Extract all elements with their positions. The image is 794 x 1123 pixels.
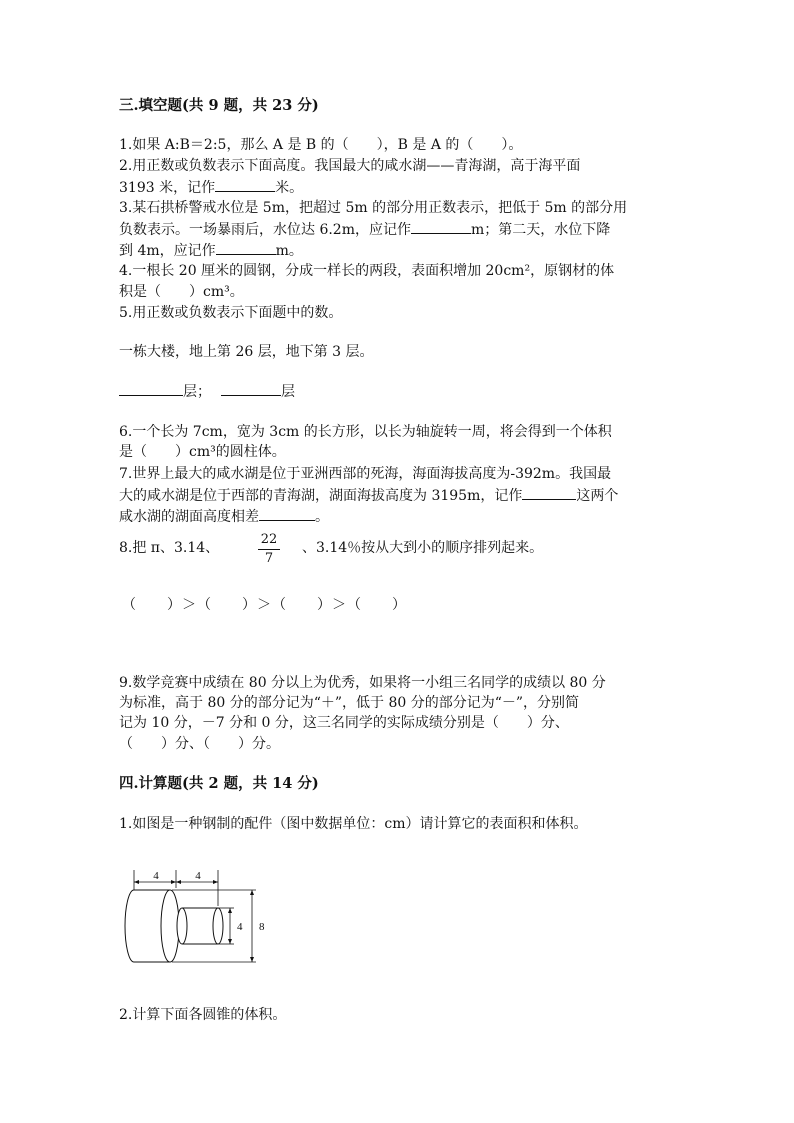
question-8-answer: （ ）＞（ ）＞（ ）＞（ ） bbox=[122, 597, 407, 613]
fraction-denominator: 7 bbox=[264, 551, 274, 566]
question-6-line1: 6.一个长为 7cm，宽为 3cm 的长方形，以长为轴旋转一周，将会得到一个体积 bbox=[119, 424, 612, 440]
question-7-text-d: 。 bbox=[315, 509, 329, 525]
question-9-line4: （ ）分、（ ）分。 bbox=[119, 736, 280, 752]
question-2-line2 bbox=[119, 177, 303, 198]
question-3-line2 bbox=[119, 219, 610, 240]
question-3-text-a: 负数表示。一场暴雨后，水位达 6.2m，应记作 bbox=[119, 222, 411, 238]
fraction-22-over-7 bbox=[258, 532, 280, 567]
question-5-answers bbox=[119, 381, 295, 402]
answer-blank[interactable] bbox=[221, 381, 281, 396]
question-3-line3 bbox=[119, 240, 303, 261]
question-5-line2: 一栋大楼，地上第 26 层，地下第 3 层。 bbox=[119, 344, 374, 360]
section3-heading: 三.填空题(共 9 题，共 23 分) bbox=[119, 97, 319, 114]
answer-blank[interactable] bbox=[411, 219, 471, 234]
question-9-line2: 为标准，高于 80 分的部分记为“＋”，低于 80 分的部分记为“－”，分别简 bbox=[119, 695, 580, 711]
steel-part-figure bbox=[118, 862, 278, 972]
answer-blank[interactable] bbox=[215, 177, 275, 192]
question-2-text-b: 米。 bbox=[275, 180, 304, 196]
question-2-line1: 2.用正数或负数表示下面高度。我国最大的咸水湖——青海湖，高于海平面 bbox=[119, 158, 581, 174]
calc-question-1: 1.如图是一种钢制的配件（图中数据单位：cm）请计算它的表面积和体积。 bbox=[119, 816, 588, 832]
question-4-line2: 积是（ ）cm³。 bbox=[119, 284, 244, 300]
answer-suffix-2: 层 bbox=[281, 384, 295, 400]
question-1: 1.如果 A:B＝2:5，那么 A 是 B 的（ ），B 是 A 的（ ）。 bbox=[119, 137, 523, 153]
question-9-line1: 9.数学竞赛中成绩在 80 分以上为优秀，如果将一小组三名同学的成绩以 80 分 bbox=[119, 675, 606, 691]
answer-blank[interactable] bbox=[522, 485, 576, 500]
question-6-line2: 是（ ）cm³的圆柱体。 bbox=[119, 444, 286, 460]
fraction-numerator: 22 bbox=[260, 532, 278, 547]
question-3-line1: 3.某石拱桥警戒水位是 5m，把超过 5m 的部分用正数表示，把低于 5m 的部分用 bbox=[119, 200, 628, 216]
calc-question-2: 2.计算下面各圆锥的体积。 bbox=[119, 1007, 287, 1023]
answer-blank[interactable] bbox=[259, 506, 315, 521]
question-7-line2 bbox=[119, 485, 618, 506]
answer-blank[interactable] bbox=[119, 381, 183, 396]
question-9-line3: 记为 10 分，－7 分和 0 分，这三名同学的实际成绩分别是（ ）分、 bbox=[119, 715, 569, 731]
dim-inner-label: 4 bbox=[237, 921, 243, 933]
question-3-text-c: 到 4m，应记作 bbox=[119, 243, 216, 259]
question-7-line3 bbox=[119, 506, 329, 527]
question-3-text-d: m。 bbox=[275, 243, 303, 259]
question-7-text-b: 这两个 bbox=[576, 488, 619, 504]
question-3-text-b: m；第二天，水位下降 bbox=[471, 222, 611, 238]
question-2-text-a: 3193 米，记作 bbox=[119, 180, 216, 196]
question-7-text-a: 大的咸水湖是位于西部的青海湖，湖面海拔高度为 3195m，记作 bbox=[119, 488, 523, 504]
question-7-line1: 7.世界上最大的咸水湖是位于亚洲西部的死海，海面海拔高度为-392m。我国最 bbox=[119, 466, 612, 482]
answer-suffix-1: 层； bbox=[183, 384, 211, 400]
dim-right-label: 4 bbox=[195, 870, 201, 882]
answer-blank[interactable] bbox=[216, 240, 276, 255]
dim-left-label: 4 bbox=[153, 870, 159, 882]
question-8-pre: 8.把 π、3.14、 bbox=[119, 540, 220, 556]
question-4-line1: 4.一根长 20 厘米的圆钢，分成一样长的两段，表面积增加 20cm²，原钢材的体 bbox=[119, 263, 615, 279]
question-8-post: 、3.14％按从大到小的顺序排列起来。 bbox=[302, 540, 544, 556]
fraction-bar bbox=[258, 549, 280, 550]
question-5-line1: 5.用正数或负数表示下面题中的数。 bbox=[119, 305, 343, 321]
dim-outer-label: 8 bbox=[259, 921, 265, 933]
section4-heading: 四.计算题(共 2 题，共 14 分) bbox=[119, 775, 319, 792]
question-7-text-c: 咸水湖的湖面高度相差 bbox=[119, 509, 259, 525]
